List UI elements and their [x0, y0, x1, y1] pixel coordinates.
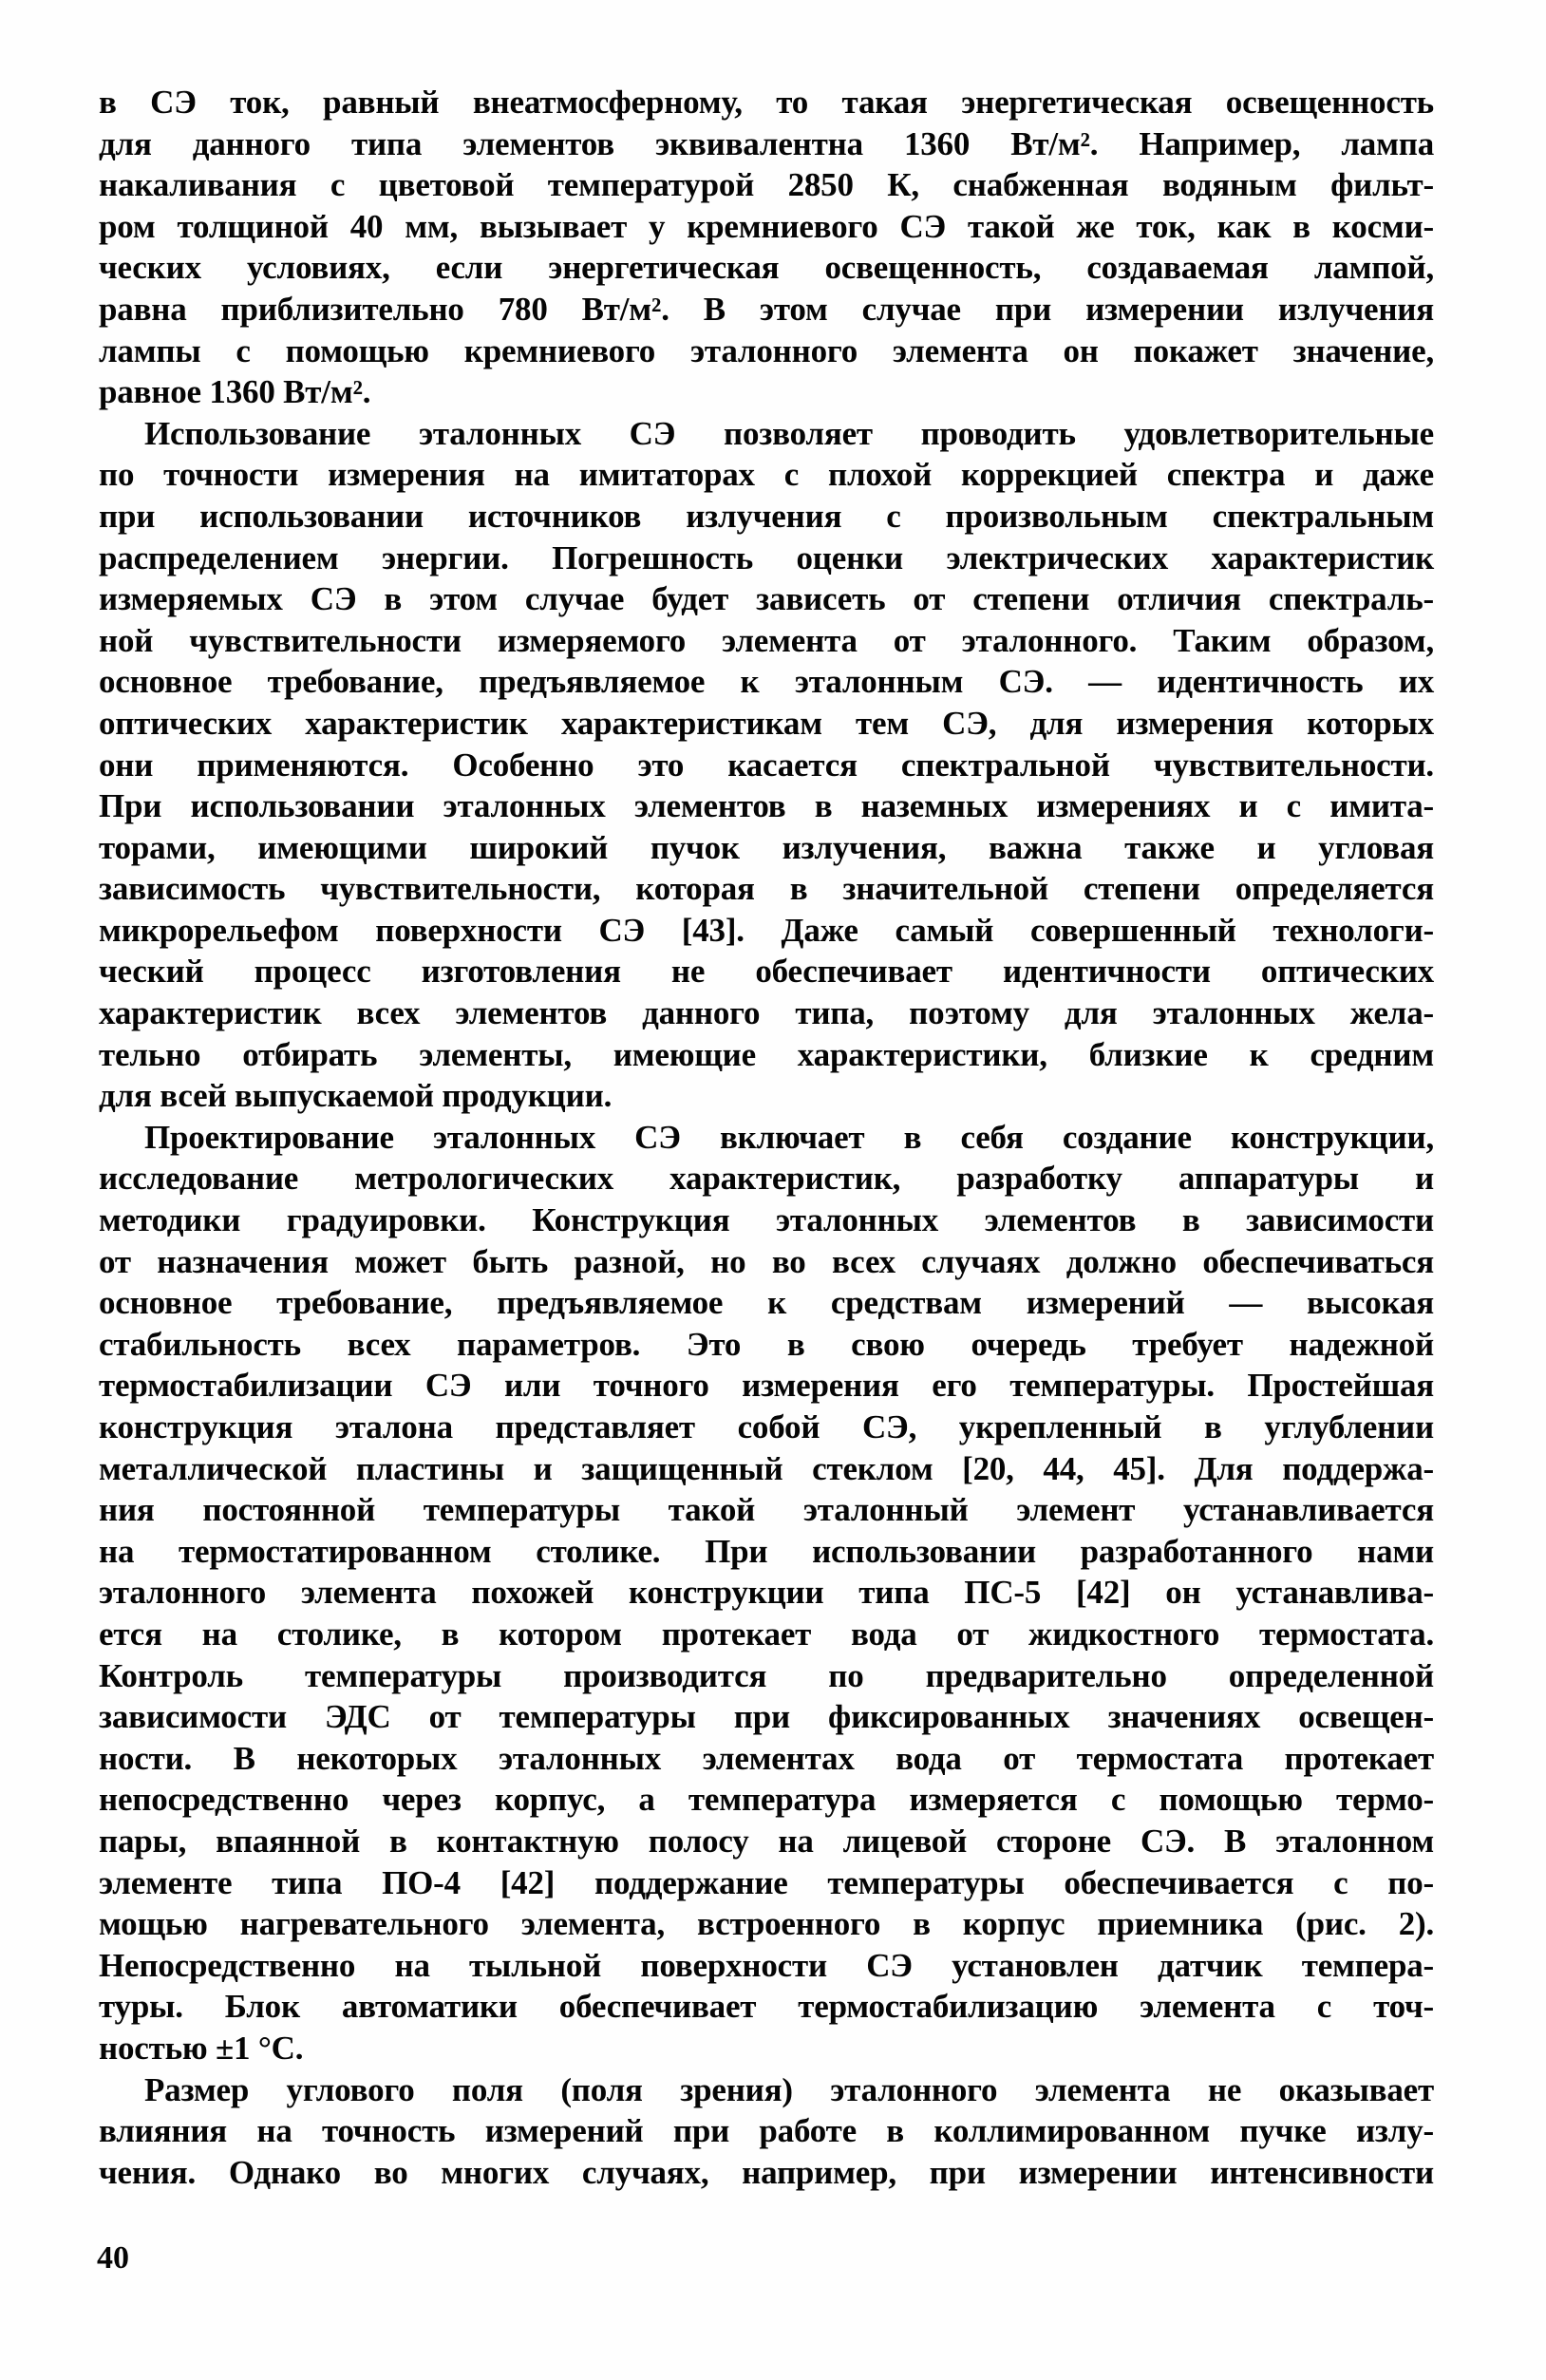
text-line: пары, впаянной в контактную полосу на лицевой стороне СЭ. В эталонном: [99, 1822, 1434, 1860]
text-line: распределением энергии. Погрешность оценки электрических характеристик: [99, 538, 1434, 576]
text-line: непосредственно через корпус, а температура измеряется с помощью термо-: [99, 1781, 1434, 1819]
text-line: они применяются. Особенно это касается спектральной чувствительности.: [99, 746, 1434, 784]
text-line: по точности измерения на имитаторах с плохой коррекцией спектра и даже: [99, 456, 1434, 494]
text-line: равна приблизительно 780 Вт/м². В этом случае при измерении излучения: [99, 290, 1434, 328]
text-line: основное требование, предъявляемое к средствам измерений — высокая: [99, 1284, 1434, 1322]
text-line: при использовании источников излучения с произвольным спектральным: [99, 497, 1434, 535]
text-line: исследование метрологических характеристик, разработку аппаратуры и: [99, 1160, 1434, 1198]
text-line: в СЭ ток, равный внеатмосферному, то такая энергетическая освещенность: [99, 84, 1434, 121]
text-line: методики градуировки. Конструкция эталонных элементов в зависимости: [99, 1201, 1434, 1239]
text-line: Размер углового поля (поля зрения) эталонного элемента не оказывает: [144, 2070, 1434, 2108]
text-line: туры. Блок автоматики обеспечивает термостабилизацию элемента с точ-: [99, 1988, 1434, 2026]
body-text: [99, 82, 1434, 2193]
text-line: для данного типа элементов эквивалентна 1360 Вт/м². Например, лампа: [99, 124, 1434, 162]
text-line: Использование эталонных СЭ позволяет проводить удовлетворительные: [144, 414, 1434, 452]
text-line: эталонного элемента похожей конструкции типа ПС-5 [42] он устанавлива-: [99, 1574, 1434, 1612]
text-line: ческих условиях, если энергетическая освещенность, создаваемая лампой,: [99, 249, 1434, 287]
text-line: накаливания с цветовой температурой 2850 К, снабженная водяным фильт-: [99, 166, 1434, 204]
text-line: ной чувствительности измеряемого элемента от эталонного. Таким образом,: [99, 621, 1434, 659]
text-line: для всей выпускаемой продукции.: [99, 1077, 613, 1115]
text-line: равное 1360 Вт/м².: [99, 373, 371, 411]
text-line: на термостатированном столике. При использовании разработанного нами: [99, 1532, 1434, 1570]
text-line: При использовании эталонных элементов в наземных измерениях и с имита-: [99, 787, 1434, 825]
text-line: зависимости ЭДС от температуры при фиксированных значениях освещен-: [99, 1698, 1434, 1736]
text-line: ностью ±1 °С.: [99, 2029, 304, 2067]
text-line: торами, имеющими широкий пучок излучения, важна также и угловая: [99, 828, 1434, 866]
text-line: зависимость чувствительности, которая в значительной степени определяется: [99, 870, 1434, 908]
text-line: конструкция эталона представляет собой СЭ, укрепленный в углублении: [99, 1408, 1434, 1445]
text-line: микрорельефом поверхности СЭ [43]. Даже самый совершенный технологи-: [99, 911, 1434, 949]
text-line: ности. В некоторых эталонных элементах вода от термостата протекает: [99, 1739, 1434, 1777]
text-line: тельно отбирать элементы, имеющие характеристики, близкие к средним: [99, 1035, 1434, 1073]
text-line: лампы с помощью кремниевого эталонного элемента он покажет значение,: [99, 331, 1434, 369]
text-line: металлической пластины и защищенный стеклом [20, 44, 45]. Для поддержа-: [99, 1449, 1434, 1487]
text-line: ром толщиной 40 мм, вызывает у кремниевого СЭ такой же ток, как в косми-: [99, 207, 1434, 245]
text-line: Контроль температуры производится по предварительно определенной: [99, 1656, 1434, 1694]
text-line: элементе типа ПО-4 [42] поддержание температуры обеспечивается с по-: [99, 1863, 1434, 1901]
text-line: мощью нагревательного элемента, встроенного в корпус приемника (рис. 2).: [99, 1905, 1434, 1943]
page-number: 40: [97, 2240, 129, 2276]
text-line: ческий процесс изготовления не обеспечивает идентичности оптических: [99, 953, 1434, 991]
text-line: влияния на точность измерений при работе в коллимированном пучке излу-: [99, 2112, 1434, 2150]
text-line: Проектирование эталонных СЭ включает в себя создание конструкции,: [144, 1118, 1434, 1156]
text-line: ния постоянной температуры такой эталонный элемент устанавливается: [99, 1491, 1434, 1529]
text-line: измеряемых СЭ в этом случае будет зависеть от степени отличия спектраль-: [99, 580, 1434, 618]
text-line: основное требование, предъявляемое к эталонным СЭ. — идентичность их: [99, 663, 1434, 701]
text-line: ется на столике, в котором протекает вода от жидкостного термостата.: [99, 1615, 1434, 1653]
text-line: от назначения может быть разной, но во всех случаях должно обеспечиваться: [99, 1242, 1434, 1280]
text-line: характеристик всех элементов данного типа, поэтому для эталонных жела-: [99, 994, 1434, 1032]
text-line: Непосредственно на тыльной поверхности СЭ установлен датчик темпера-: [99, 1946, 1434, 1984]
text-line: оптических характеристик характеристикам тем СЭ, для измерения которых: [99, 704, 1434, 742]
text-line: термостабилизации СЭ или точного измерения его температуры. Простейшая: [99, 1367, 1434, 1405]
text-line: чения. Однако во многих случаях, например, при измерении интенсивности: [99, 2153, 1434, 2191]
text-line: стабильность всех параметров. Это в свою очередь требует надежной: [99, 1325, 1434, 1363]
